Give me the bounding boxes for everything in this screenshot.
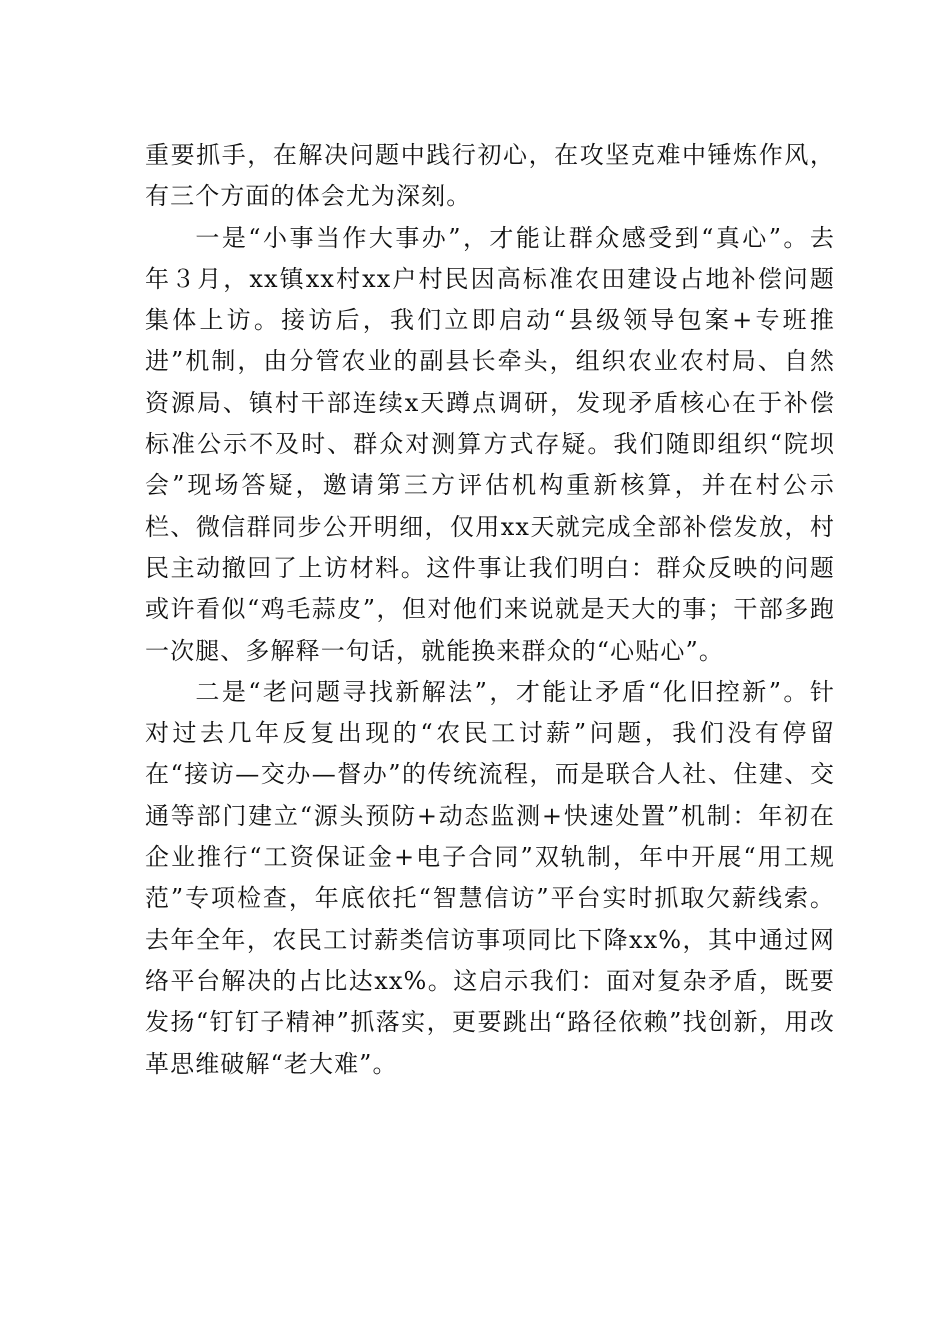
paragraph-point-one	[145, 218, 835, 672]
paragraph-lead-heading: 二是“老问题寻找新解法”，才能让矛盾“化旧控新”。	[195, 677, 810, 706]
paragraph-lead-heading: 一是“小事当作大事办”，才能让群众感受到“真心”。	[195, 223, 810, 252]
paragraph-text: 重要抓手，在解决问题中践行初心，在攻坚克难中锤炼作风，有三个方面的体会尤为深刻。	[145, 141, 835, 211]
paragraph-text: 去年３月，xx镇xx村xx户村民因高标准农田建设占地补偿问题集体上访。接访后，我们立即启动“县级领导包案+专班推进”机制，由分管农业的副县长牵头，组织农业农村局、自然资源局、镇村干部连续x天蹲点调研，发现矛盾核心在于补偿标准公示不及时、群众对测算方式存疑。我们随即组织“院坝会”现场答疑，邀请第三方评估机构重新核算，并在村公示栏、微信群同步公开明细，仅用xx天就完成全部补偿发放，村民主动撤回了上访材料。这件事让我们明白：群众反映的问题或许看似“鸡毛蒜皮”，但对他们来说就是天大的事；干部多跑一次腿、多解释一句话，就能换来群众的“心贴心”。	[145, 223, 835, 665]
paragraph-continuation	[145, 135, 835, 218]
document-body	[145, 135, 835, 1085]
paragraph-text: 针对过去几年反复出现的“农民工讨薪”问题，我们没有停留在“接访—交办—督办”的传统流程，而是联合人社、住建、交通等部门建立“源头预防+动态监测+快速处置”机制：年初在企业推行“工资保证金+电子合同”双轨制，年中开展“用工规范”专项检查，年底依托“智慧信访”平台实时抓取欠薪线索。去年全年，农民工讨薪类信访事项同比下降xx%，其中通过网络平台解决的占比达xx%。这启示我们：面对复杂矛盾，既要发扬“钉钉子精神”抓落实，更要跳出“路径依赖”找创新，用改革思维破解“老大难”。	[145, 677, 835, 1078]
paragraph-point-two	[145, 672, 835, 1085]
